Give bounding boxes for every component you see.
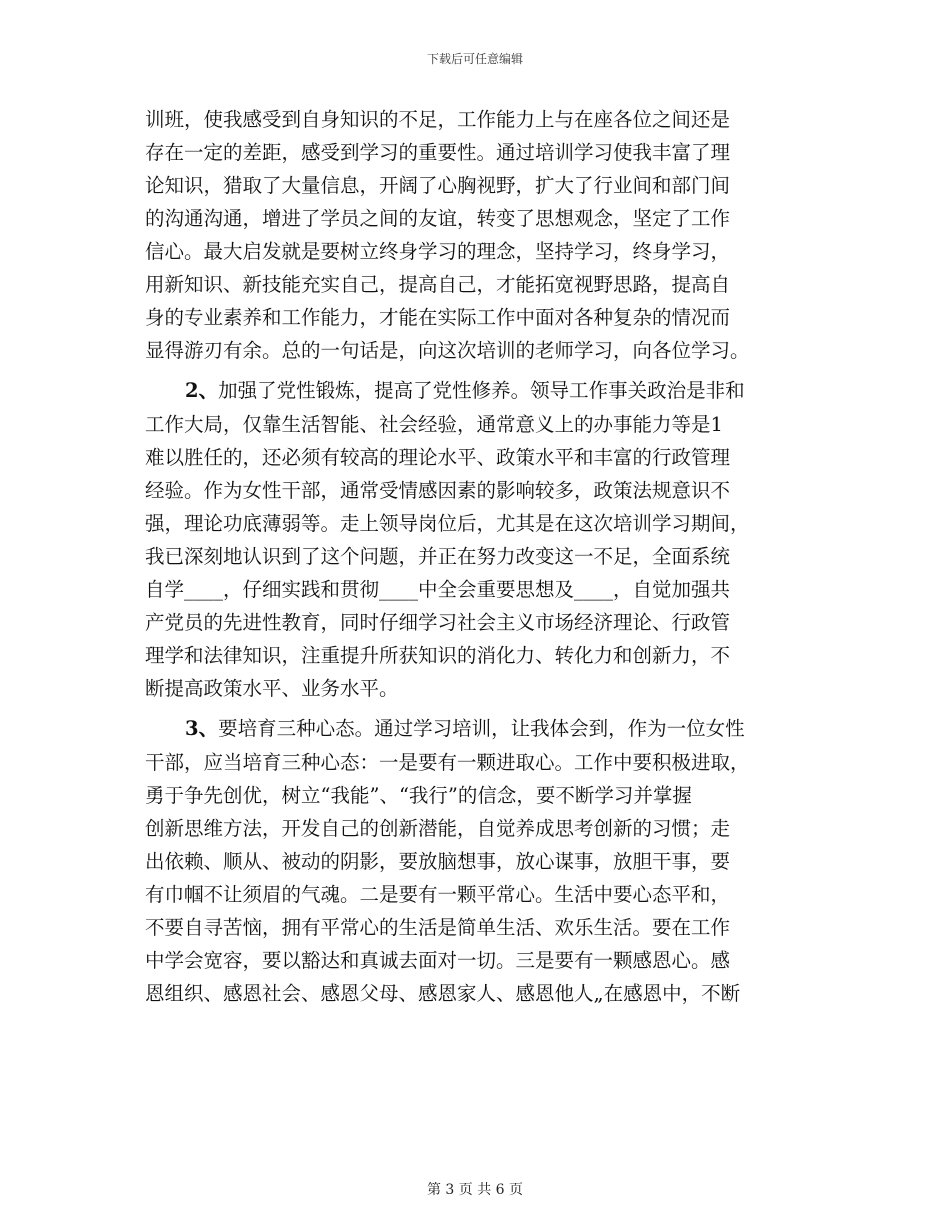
text-line: 论知识，猎取了大量信息，开阔了心胸视野，扩大了行业间和部门间 bbox=[145, 174, 731, 197]
text-line: 的沟通沟通，增进了学员之间的友谊，转变了思想观念，坚定了工作 bbox=[145, 207, 731, 230]
text-line: 我已深刻地认识到了这个问题，并正在努力改变这一不足，全面系统 bbox=[145, 545, 731, 568]
page-number: 第 3 页 共 6 页 bbox=[426, 1182, 524, 1198]
text-line: 工作大局，仅靠生活智能、社会经验，通常意义上的办事能力等是1 bbox=[145, 413, 723, 436]
text-line: 要培育三种心态。通过学习培训，让我体会到，作为一位女性 bbox=[218, 717, 745, 740]
text-line: 自学____，仔细实践和贯彻____中全会重要思想及____，自觉加强共 bbox=[145, 578, 731, 601]
text-line: 身的专业素养和工作能力，才能在实际工作中面对各种复杂的情况而 bbox=[145, 306, 731, 329]
text-line: 有巾帼不让须眉的气魂。二是要有一颗平常心。生活中要心态平和， bbox=[145, 883, 731, 906]
text-line: 信心。最大启发就是要树立终身学习的理念，坚持学习，终身学习， bbox=[145, 240, 731, 263]
text-line: 训班，使我感受到自身知识的不足，工作能力上与在座各位之间还是 bbox=[145, 108, 731, 131]
text-line: 强，理论功底薄弱等。走上领导岗位后，尤其是在这次培训学习期间， bbox=[145, 512, 750, 535]
text-line: 加强了党性锻炼，提高了党性修养。领导工作事关政治是非和 bbox=[218, 379, 745, 402]
page-header: 下载后可任意编辑 bbox=[426, 52, 523, 66]
text-line: 中学会宽容，要以豁达和真诚去面对一切。三是要有一颗感恩心。感 bbox=[145, 949, 731, 972]
text-line: 存在一定的差距，感受到学习的重要性。通过培训学习使我丰富了理 bbox=[145, 141, 731, 164]
text-line: 勇于争先创优，树立“我能”、“我行”的信念，要不断学习并掌握 bbox=[145, 784, 692, 807]
text-line: 出依赖、顺从、被动的阴影，要放脑想事，放心谋事，放胆干事，要 bbox=[145, 850, 731, 873]
text-line: 断提高政策水平、业务水平。 bbox=[145, 677, 399, 700]
text-line: 产党员的先进性教育，同时仔细学习社会主义市场经济理论、行政管 bbox=[145, 611, 731, 634]
text-line: 恩组织、感恩社会、感恩父母、感恩家人、感恩他人„在感恩中，不断 bbox=[145, 982, 741, 1005]
text-line: 不要自寻苦恼，拥有平常心的生活是简单生活、欢乐生活。要在工作 bbox=[145, 916, 731, 939]
paragraph-3-first-line bbox=[185, 717, 805, 741]
text-line: 用新知识、新技能充实自己，提高自己，才能拓宽视野思路，提高自 bbox=[145, 273, 731, 296]
text-line: 经验。作为女性干部，通常受情感因素的影响较多，政策法规意识不 bbox=[145, 479, 731, 502]
text-line: 难以胜任的，还必须有较高的理论水平、政策水平和丰富的行政管理 bbox=[145, 446, 731, 469]
paragraph-2-first-line bbox=[185, 379, 805, 403]
text-line: 理学和法律知识，注重提升所获知识的消化力、转化力和创新力，不 bbox=[145, 644, 731, 667]
text-line: 干部，应当培育三种心态：一是要有一颗进取心。工作中要积极进取， bbox=[145, 751, 750, 774]
item-number: 3、 bbox=[185, 717, 219, 740]
text-line: 创新思维方法，开发自己的创新潜能，自觉养成思考创新的习惯；走 bbox=[145, 817, 731, 840]
text-line: 显得游刃有余。总的一句话是，向这次培训的老师学习，向各位学习。 bbox=[145, 339, 750, 362]
item-number: 2、 bbox=[185, 379, 219, 402]
